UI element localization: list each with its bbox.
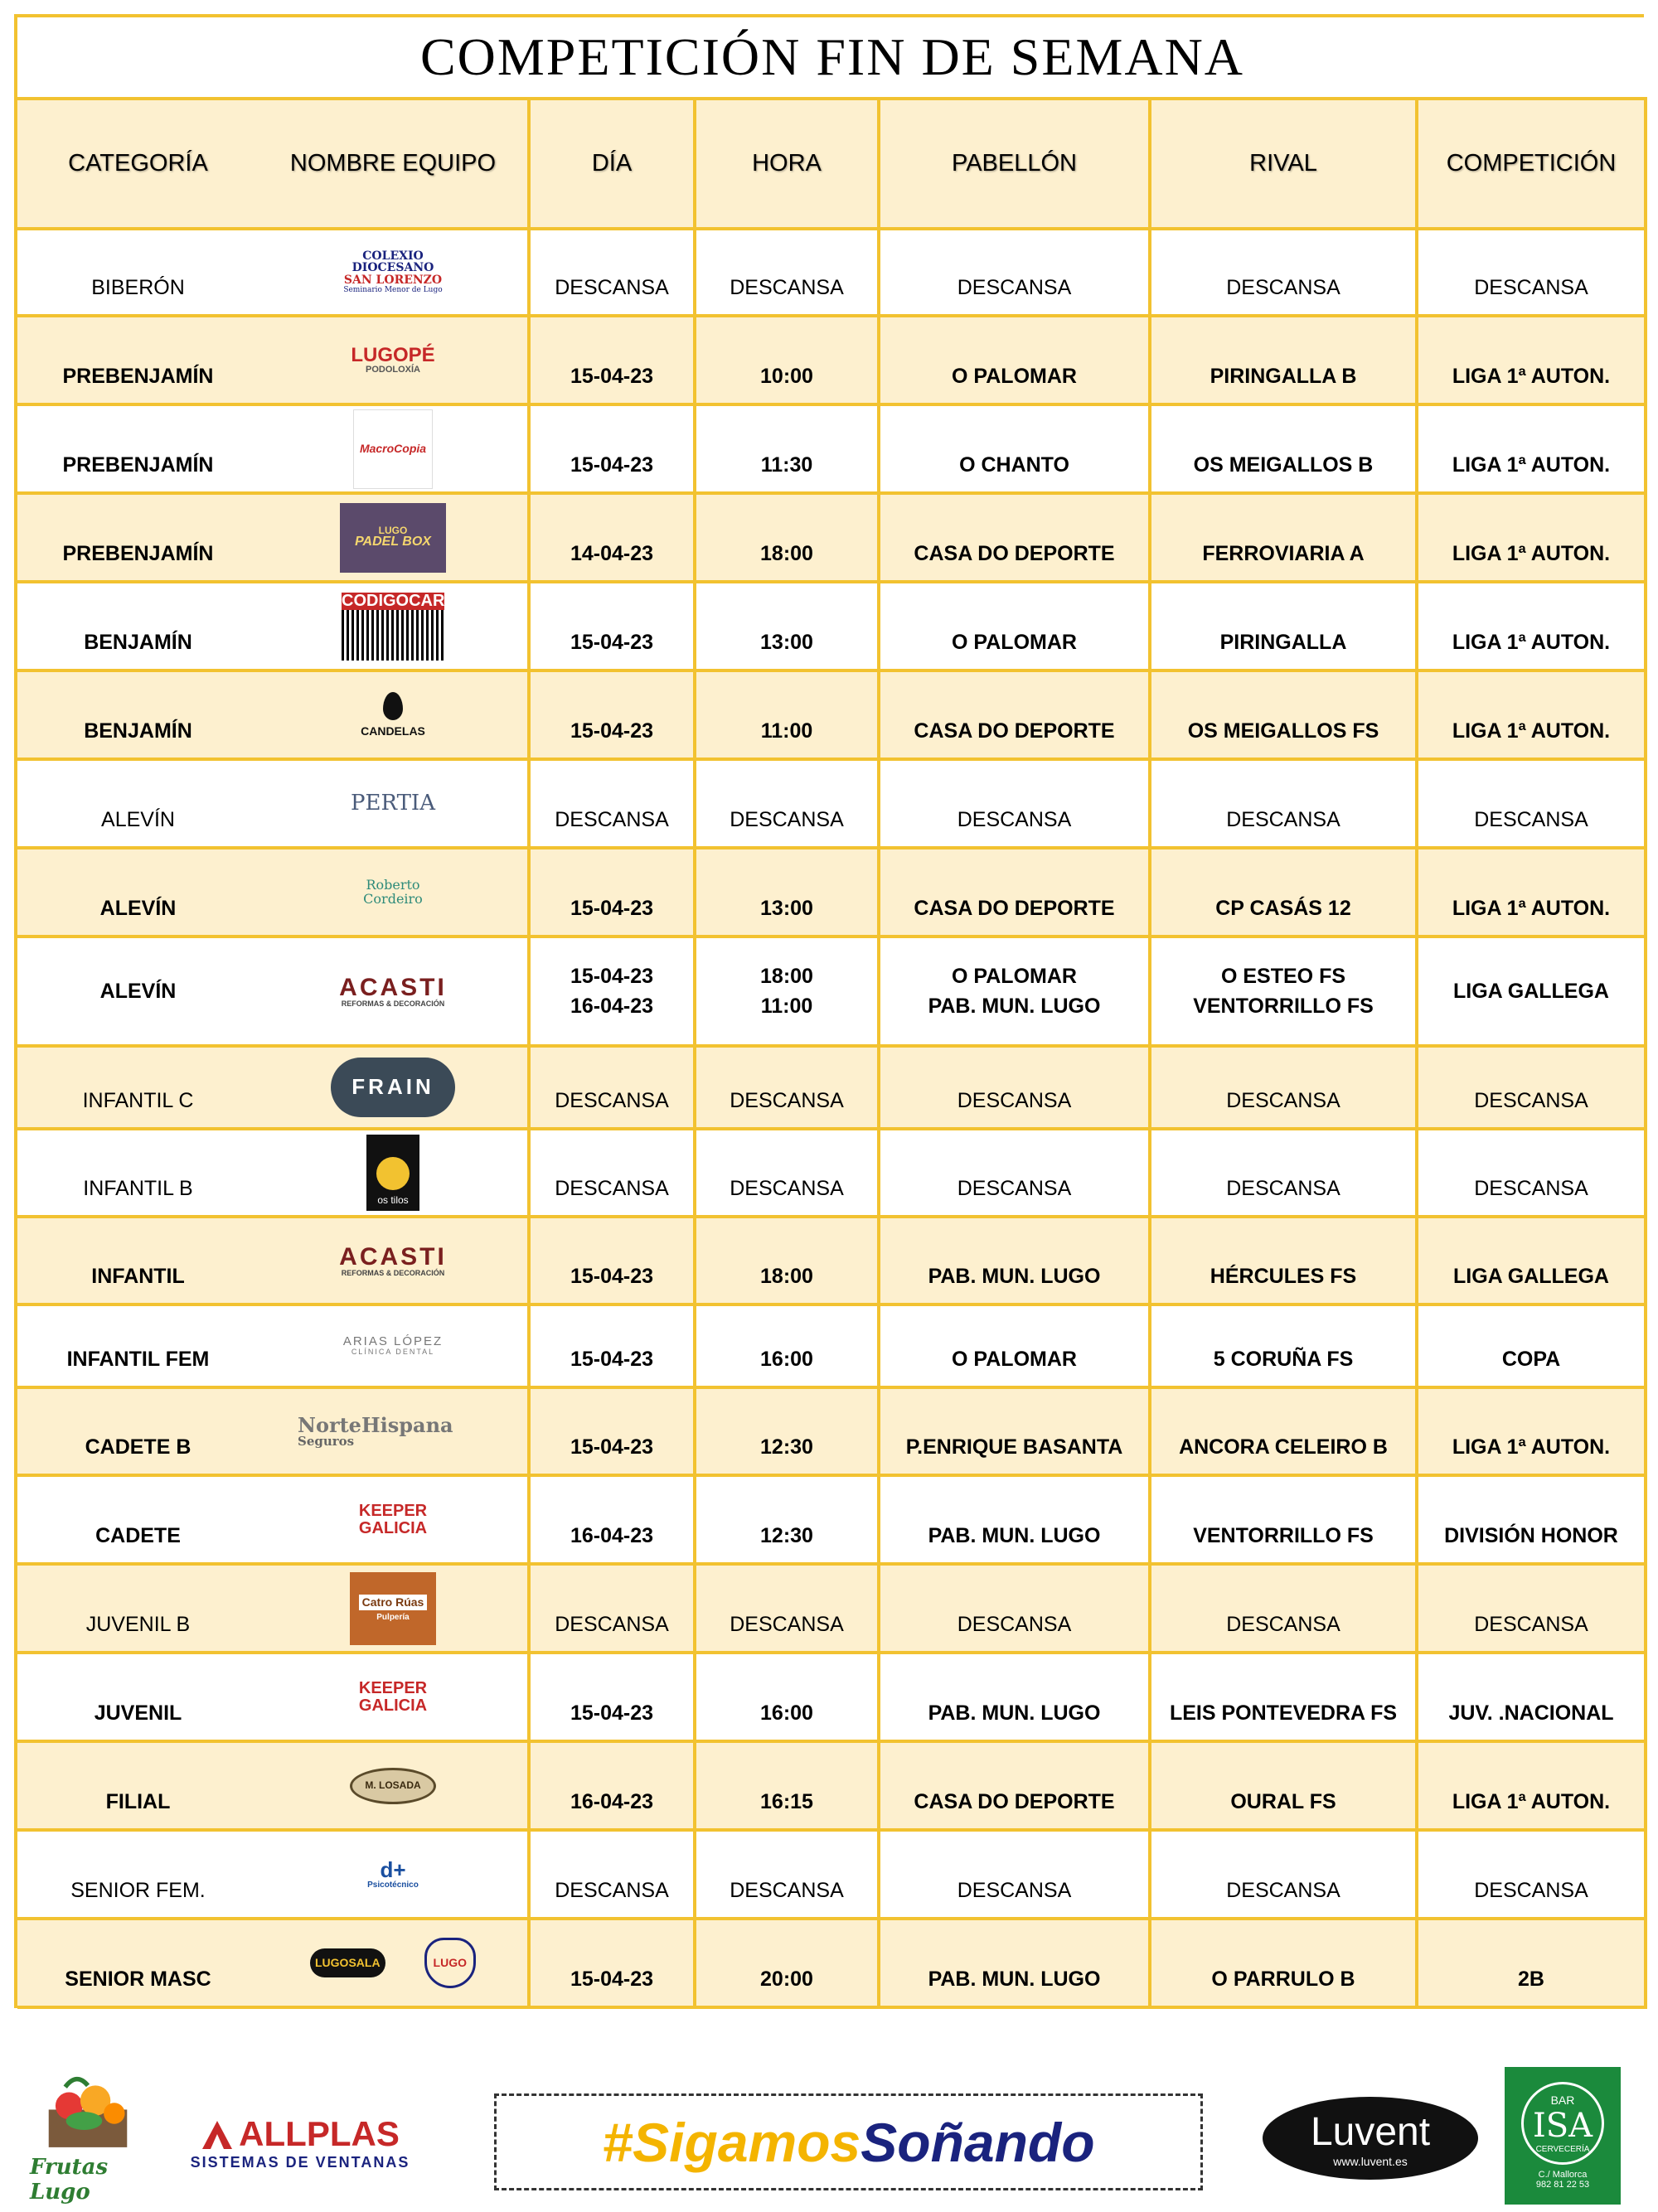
cell-competicion: JUV. .NACIONAL [1418, 1654, 1647, 1743]
logo-text: LUGOSALA [310, 1948, 385, 1977]
cell-categoria: FILIAL [17, 1743, 259, 1832]
sponsor-logo [327, 233, 459, 312]
cell-hora-line1: 18:00 [760, 965, 813, 988]
team-logo-cell [259, 1306, 531, 1389]
logo-text: ARIAS LÓPEZ [342, 1334, 444, 1349]
cell-hora: 10:00 [696, 317, 880, 406]
isa-text: ISA [1532, 2106, 1593, 2145]
luvent-logo [1258, 2093, 1482, 2184]
cell-dia-line1: 15-04-23 [570, 965, 654, 988]
cell-dia: 15-04-23 [531, 1654, 696, 1743]
cell-categoria: BIBERÓN [17, 230, 259, 317]
cell-hora: 16:00 [696, 1306, 880, 1389]
sponsor-logo [356, 678, 430, 753]
logo-text: Catro Rúas [359, 1595, 428, 1610]
cell-hora: 18:00 [696, 495, 880, 583]
team-logo-cell [259, 1218, 531, 1306]
cell-categoria: ALEVÍN [17, 761, 259, 849]
cell-rival: HÉRCULES FS [1151, 1218, 1418, 1306]
cell-competicion: DESCANSA [1418, 230, 1647, 317]
allplas-icon [201, 2118, 234, 2151]
cell-categoria: ALEVÍN [17, 938, 259, 1048]
sponsor-logo [350, 1658, 436, 1737]
schedule-table [14, 14, 1644, 2008]
team-logo-cell [259, 938, 531, 1048]
cell-pabellon-line1: O PALOMAR [952, 965, 1077, 988]
cell-hora [696, 938, 880, 1048]
logo-text: ACASTI [339, 1242, 447, 1271]
cell-rival: DESCANSA [1151, 1566, 1418, 1654]
cell-categoria: PREBENJAMÍN [17, 317, 259, 406]
cell-dia: DESCANSA [531, 1130, 696, 1218]
bar-isa-logo [1502, 2065, 1623, 2206]
cell-pabellon: O CHANTO [880, 406, 1151, 495]
cell-competicion: LIGA GALLEGA [1418, 938, 1647, 1048]
cell-rival: LEIS PONTEVEDRA FS [1151, 1654, 1418, 1743]
cell-competicion: LIGA 1ª AUTON. [1418, 495, 1647, 583]
cell-dia: 15-04-23 [531, 1218, 696, 1306]
cell-categoria: INFANTIL [17, 1218, 259, 1306]
cell-pabellon [880, 938, 1151, 1048]
cell-categoria: JUVENIL B [17, 1566, 259, 1654]
cell-hora: 13:00 [696, 849, 880, 938]
logo-text: os tilos [377, 1194, 409, 1207]
logo-text: KEEPER [358, 1678, 428, 1697]
logo-text: DIOCESANO [351, 261, 434, 275]
cell-dia: 16-04-23 [531, 1477, 696, 1566]
sponsor-logo [339, 775, 447, 833]
cell-competicion: DESCANSA [1418, 1048, 1647, 1130]
sponsor-logo [340, 503, 446, 573]
cell-pabellon: PAB. MUN. LUGO [880, 1477, 1151, 1566]
team-logo-cell [259, 1920, 531, 2009]
sponsor-logo [335, 868, 451, 917]
cell-rival: O PARRULO B [1151, 1920, 1418, 2009]
header-competicion: COMPETICIÓN [1418, 100, 1647, 230]
cell-rival: OS MEIGALLOS B [1151, 406, 1418, 495]
logo-text: CODIGOCAR [342, 592, 444, 610]
logo-text: PODOLOXÍA [365, 365, 420, 375]
logo-text: CLÍNICA DENTAL [351, 1348, 435, 1357]
cell-hora: DESCANSA [696, 761, 880, 849]
logo-text: GALICIA [358, 1518, 428, 1537]
cell-rival: DESCANSA [1151, 1130, 1418, 1218]
cell-pabellon: DESCANSA [880, 761, 1151, 849]
sponsor-footer [0, 2064, 1658, 2212]
cell-dia: 15-04-23 [531, 583, 696, 672]
luvent-text: Luvent [1310, 2109, 1431, 2154]
logo-text: LUGO [424, 1938, 476, 1988]
team-logo-cell [259, 1048, 531, 1130]
cell-rival: CP CASÁS 12 [1151, 849, 1418, 938]
cell-dia: DESCANSA [531, 1566, 696, 1654]
cell-pabellon: O PALOMAR [880, 317, 1151, 406]
logo-text: NorteHispana [298, 1412, 453, 1437]
cell-competicion: LIGA 1ª AUTON. [1418, 406, 1647, 495]
cell-competicion: DESCANSA [1418, 761, 1647, 849]
team-logo-cell [259, 583, 531, 672]
cell-categoria: SENIOR MASC [17, 1920, 259, 2009]
cell-categoria: PREBENJAMÍN [17, 406, 259, 495]
cell-competicion: DESCANSA [1418, 1130, 1647, 1218]
cell-pabellon: DESCANSA [880, 230, 1151, 317]
cell-pabellon: PAB. MUN. LUGO [880, 1654, 1151, 1743]
cell-categoria: INFANTIL FEM [17, 1306, 259, 1389]
cell-rival [1151, 938, 1418, 1048]
logo-text: KEEPER [358, 1501, 428, 1520]
cell-hora: 16:00 [696, 1654, 880, 1743]
page-title: COMPETICIÓN FIN DE SEMANA [17, 17, 1647, 100]
team-logo-cell [259, 761, 531, 849]
sponsor-logo [350, 1480, 436, 1560]
cell-hora: 11:30 [696, 406, 880, 495]
cell-rival: ANCORA CELEIRO B [1151, 1389, 1418, 1477]
logo-text: PADEL BOX [355, 535, 431, 549]
cell-categoria: SENIOR FEM. [17, 1832, 259, 1920]
isa-bar-text: BAR [1550, 2093, 1575, 2107]
cell-dia: 15-04-23 [531, 1920, 696, 2009]
header-dia: DÍA [531, 100, 696, 230]
cell-hora: DESCANSA [696, 1048, 880, 1130]
cell-pabellon: P.ENRIQUE BASANTA [880, 1389, 1151, 1477]
cell-pabellon: DESCANSA [880, 1832, 1151, 1920]
cell-dia: DESCANSA [531, 230, 696, 317]
flame-icon [383, 692, 403, 720]
cell-competicion: DESCANSA [1418, 1832, 1647, 1920]
logo-text: Roberto Cordeiro [363, 876, 423, 907]
cell-rival-line1: O ESTEO FS [1220, 965, 1346, 988]
cell-dia: DESCANSA [531, 761, 696, 849]
cell-competicion: DIVISIÓN HONOR [1418, 1477, 1647, 1566]
cell-dia: 15-04-23 [531, 406, 696, 495]
team-logo-cell [259, 1130, 531, 1218]
cell-competicion: LIGA 1ª AUTON. [1418, 1743, 1647, 1832]
logo-text: Seguros [298, 1433, 355, 1449]
cell-categoria: ALEVÍN [17, 849, 259, 938]
cell-categoria: JUVENIL [17, 1654, 259, 1743]
cell-hora: DESCANSA [696, 1130, 880, 1218]
sponsor-logo [327, 1321, 459, 1371]
header-hora: HORA [696, 100, 880, 230]
cell-rival: PIRINGALLA [1151, 583, 1418, 672]
cell-pabellon-line2: PAB. MUN. LUGO [928, 995, 1101, 1018]
cell-competicion: DESCANSA [1418, 1566, 1647, 1654]
cell-pabellon: CASA DO DEPORTE [880, 849, 1151, 938]
cell-hora: 20:00 [696, 1920, 880, 2009]
cell-competicion: COPA [1418, 1306, 1647, 1389]
cell-rival: DESCANSA [1151, 1832, 1418, 1920]
sponsor-logo [318, 1227, 468, 1294]
logo-text: REFORMAS & DECORACIÓN [341, 1000, 445, 1009]
isa-subtitle: CERVECERÍA [1535, 2144, 1590, 2154]
logo-text: GALICIA [358, 1696, 428, 1715]
sponsor-logo [350, 1768, 436, 1804]
team-logo-cell [259, 672, 531, 761]
logo-text: ACASTI [339, 973, 447, 1001]
allplas-text: ALLPLAS [239, 2113, 400, 2153]
cell-competicion: LIGA 1ª AUTON. [1418, 672, 1647, 761]
cell-pabellon: O PALOMAR [880, 1306, 1151, 1389]
team-logo-cell [259, 849, 531, 938]
logo-text: LUGOPÉ [351, 344, 435, 367]
cell-pabellon: CASA DO DEPORTE [880, 1743, 1151, 1832]
cell-rival: DESCANSA [1151, 230, 1418, 317]
cell-categoria: CADETE [17, 1477, 259, 1566]
tree-icon [376, 1157, 410, 1190]
cell-hora: 12:30 [696, 1477, 880, 1566]
cell-dia: 16-04-23 [531, 1743, 696, 1832]
frutas-lugo-text: Frutas Lugo [30, 2155, 109, 2205]
cell-categoria: BENJAMÍN [17, 583, 259, 672]
cell-dia: 14-04-23 [531, 495, 696, 583]
cell-dia: 15-04-23 [531, 672, 696, 761]
cell-competicion: LIGA 1ª AUTON. [1418, 317, 1647, 406]
slogan-hash: # [602, 2111, 633, 2173]
sponsor-logo [350, 1572, 436, 1645]
cell-hora: 11:00 [696, 672, 880, 761]
slogan-part1: Sigamos [633, 2111, 861, 2173]
cell-pabellon: PAB. MUN. LUGO [880, 1920, 1151, 2009]
cell-categoria: CADETE B [17, 1389, 259, 1477]
cell-categoria: PREBENJAMÍN [17, 495, 259, 583]
logo-text: PERTIA [351, 790, 435, 816]
cell-rival: DESCANSA [1151, 1048, 1418, 1130]
logo-text: Psicotécnico [367, 1880, 419, 1890]
cell-pabellon: DESCANSA [880, 1566, 1151, 1654]
cell-dia: DESCANSA [531, 1832, 696, 1920]
cell-competicion: LIGA 1ª AUTON. [1418, 849, 1647, 938]
cell-competicion: LIGA 1ª AUTON. [1418, 583, 1647, 672]
sponsor-logo [310, 1925, 476, 2001]
luvent-url: www.luvent.es [1333, 2154, 1408, 2168]
cell-pabellon: PAB. MUN. LUGO [880, 1218, 1151, 1306]
cell-hora: 12:30 [696, 1389, 880, 1477]
team-logo-cell [259, 1389, 531, 1477]
cell-hora: DESCANSA [696, 230, 880, 317]
slogan-banner [494, 2093, 1203, 2190]
cell-dia: DESCANSA [531, 1048, 696, 1130]
cell-hora-line2: 11:00 [760, 995, 813, 1018]
cell-rival-line2: VENTORRILLO FS [1193, 995, 1374, 1018]
sponsor-logo [298, 1406, 488, 1456]
header-rival: RIVAL [1151, 100, 1418, 230]
cell-dia: 15-04-23 [531, 1306, 696, 1389]
logo-text: LUGO [378, 524, 408, 536]
logo-text: MacroCopia [359, 442, 427, 456]
cell-hora: DESCANSA [696, 1832, 880, 1920]
cell-pabellon: CASA DO DEPORTE [880, 495, 1151, 583]
team-logo-cell [259, 1832, 531, 1920]
logo-text: M. LOSADA [365, 1779, 421, 1792]
header-pabellon: PABELLÓN [880, 100, 1151, 230]
logo-text: Seminario Menor de Lugo [343, 285, 443, 294]
team-logo-cell [259, 317, 531, 406]
isa-address: C./ Mallorca [1538, 2170, 1588, 2180]
isa-phone: 982 81 22 53 [1535, 2180, 1590, 2190]
cell-pabellon: CASA DO DEPORTE [880, 672, 1151, 761]
cell-rival: VENTORRILLO FS [1151, 1477, 1418, 1566]
cell-rival: DESCANSA [1151, 761, 1418, 849]
team-logo-cell [259, 230, 531, 317]
cell-pabellon: DESCANSA [880, 1048, 1151, 1130]
frutas-lugo-logo [30, 2072, 146, 2205]
logo-text: FRAIN [351, 1074, 434, 1100]
team-logo-cell [259, 1654, 531, 1743]
cell-rival: FERROVIARIA A [1151, 495, 1418, 583]
team-logo-cell [259, 406, 531, 495]
cell-competicion: 2B [1418, 1920, 1647, 2009]
logo-text: d+ [380, 1856, 406, 1882]
sponsor-logo [366, 1135, 419, 1211]
team-logo-cell [259, 1566, 531, 1654]
header-nombre-equipo: NOMBRE EQUIPO [259, 100, 531, 230]
logo-text: COLEXIO [362, 249, 424, 263]
logo-text: CANDELAS [361, 724, 425, 738]
cell-hora: 13:00 [696, 583, 880, 672]
logo-text: SAN LORENZO [343, 273, 443, 288]
cell-categoria: BENJAMÍN [17, 672, 259, 761]
slogan-part2: Soñando [861, 2111, 1095, 2173]
cell-hora: DESCANSA [696, 1566, 880, 1654]
cell-categoria: INFANTIL C [17, 1048, 259, 1130]
sponsor-logo [342, 593, 444, 661]
cell-dia: 15-04-23 [531, 1389, 696, 1477]
team-logo-cell [259, 1477, 531, 1566]
cell-competicion: LIGA GALLEGA [1418, 1218, 1647, 1306]
cell-dia: 15-04-23 [531, 849, 696, 938]
sponsor-logo [318, 958, 468, 1024]
cell-rival: OS MEIGALLOS FS [1151, 672, 1418, 761]
team-logo-cell [259, 1743, 531, 1832]
cell-rival: OURAL FS [1151, 1743, 1418, 1832]
cell-categoria: INFANTIL B [17, 1130, 259, 1218]
sponsor-logo [353, 409, 433, 489]
sponsor-logo [347, 323, 439, 398]
cell-rival: 5 CORUÑA FS [1151, 1306, 1418, 1389]
sponsor-logo [353, 1848, 433, 1901]
allplas-subtitle: SISTEMAS DE VENTANAS [190, 2153, 410, 2171]
allplas-logo [176, 2105, 424, 2180]
cell-dia: 15-04-23 [531, 317, 696, 406]
cell-pabellon: O PALOMAR [880, 583, 1151, 672]
cell-competicion: LIGA 1ª AUTON. [1418, 1389, 1647, 1477]
logo-text: Pulpería [376, 1612, 410, 1622]
sponsor-logo [331, 1058, 455, 1117]
cell-rival: PIRINGALLA B [1151, 317, 1418, 406]
team-logo-cell [259, 495, 531, 583]
cell-hora: 18:00 [696, 1218, 880, 1306]
cell-dia [531, 938, 696, 1048]
header-categoria: CATEGORÍA [17, 100, 259, 230]
cell-hora: 16:15 [696, 1743, 880, 1832]
cell-dia-line2: 16-04-23 [570, 995, 654, 1018]
cell-pabellon: DESCANSA [880, 1130, 1151, 1218]
logo-text: REFORMAS & DECORACIÓN [341, 1269, 445, 1278]
